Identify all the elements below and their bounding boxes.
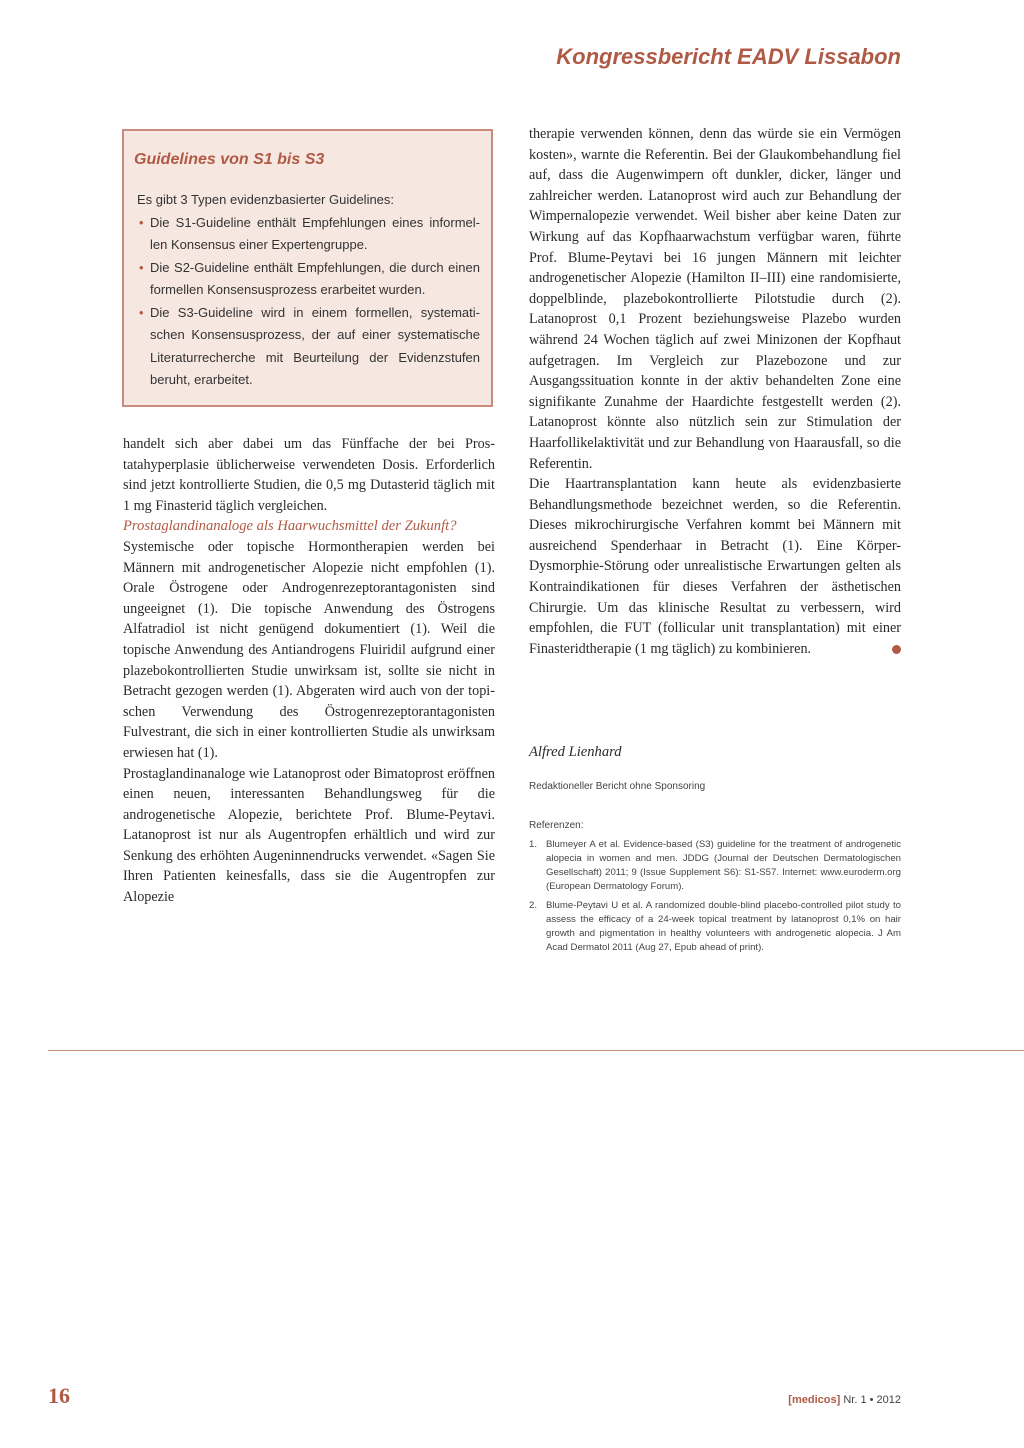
footer-divider [48, 1050, 1024, 1051]
bullet-icon: • [139, 304, 144, 320]
infobox-list-item: • Die S2-Guideline enthält Empfehlungen, die durch einen formellen Konsensusprozess erarbeitet wurden. [137, 257, 480, 302]
body-paragraph: handelt sich aber dabei um das Fünffache der bei Prostatahyperplasie üblicherweise verwendeten Dosis. Erforderlich sind jetzt kontrollierte Studien, die 0,5 mg Dutasterid täglich mit 1 mg Finasterid täglich vergleichen. [123, 436, 495, 514]
footer-publication [788, 1394, 901, 1406]
body-paragraph-last: Die Haartransplantation kann heute als evidenzbasierte Behandlungsmethode bezeichnet werden, so die Referentin. Dieses mikrochirurgische Verfahren kommt bei Männern mit ausreichend Spenderhaar in Betracht (1). Eine Körper-Dysmorphie-Störung oder unrealistische Erwartungen gelten als Kontraindikationen für dieses Verfahren der ästhetischen Chirurgie. Um das klinische Resultat zu verbessern, wird empfohlen, die FUT (follicular unit transplantation) mit einer Finasteridtherapie (1 mg täglich) zu kombinieren. [529, 476, 901, 657]
sponsoring-note: Redaktioneller Bericht ohne Sponsoring [529, 781, 706, 792]
body-paragraph: Systemische oder topische Hormontherapien werden bei Männern mit androgenetischer Alopezie nicht empfohlen (1). Orale Östrogene oder Androgenrezeptorantagonisten sind ungeeignet (1). Die topische Anwendung des Östrogens Alfatradiol ist nicht genügend dokumentiert (1). Weil die topische Anwendung des Antiandrogens Fluiridil aufgrund einer plazebokontrollierten Studie unwirksam ist, sollte sie nicht in Betracht gezogen werden (1). Abgeraten wird auch von der topischen Verwendung des Östrogenrezeptorantagonisten Fulvestrant, die sich in einer kontrollierten Studie als unwirksam erwiesen hat (1). [123, 538, 495, 761]
infobox-title: Guidelines von S1 bis S3 [134, 151, 325, 168]
references-label: Referenzen: [529, 820, 584, 831]
reference-number: 2. [529, 900, 538, 911]
left-column [123, 434, 495, 908]
author-name: Alfred Lienhard [529, 744, 622, 760]
issue-info: Nr. 1 • 2012 [843, 1394, 901, 1406]
page-number: 16 [48, 1383, 70, 1408]
end-of-article-dot-icon [892, 645, 901, 654]
infobox-body [137, 189, 480, 392]
reference-number: 1. [529, 839, 538, 850]
bullet-icon: • [139, 259, 144, 275]
infobox-list-item: • Die S1-Guideline enthält Empfehlungen eines informellen Konsensus einer Expertengruppe. [137, 212, 480, 257]
reference-text: Blume-Peytavi U et al. A randomized double-blind placebo-controlled pilot study to assess the efficacy of a 24-week topical treatment by latanoprost 0,1% on hair growth and pigmentation in healthy volunteers with androgenetic alopecia. J Am Acad Dermatol 2011 (Aug 27, Epub ahead of print). [546, 900, 901, 953]
infobox-list [137, 212, 480, 392]
bullet-icon: • [139, 214, 144, 230]
reference-item [529, 899, 901, 955]
guidelines-infobox [122, 129, 493, 407]
section-subheading: Prostaglandinanaloge als Haarwuchsmittel der Zukunft? [123, 518, 457, 535]
body-paragraph: therapie verwenden können, denn das würde sie ein Vermögen kosten», warnte die Referentin. Bei der Glaukombehandlung fiel auf, dass die Augenwimpern oft dunkler, dicker, länger und zahlreicher werden. Latanoprost wird auch zur Behandlung der Wimpernalopezie verwendet. Weil bisher aber keine Daten zur Wirkung auf das Kopfhaarwachstum verfügbar waren, führte Prof. Blume-Peytavi bei 16 jungen Männern mit leichter androgenetischer Alopezie (Hamilton II–III) eine randomisierte, doppelblinde, plazebokontrollierte Pilotstudie durch (2). Latanoprost 0,1 Prozent beziehungsweise Plazebo wurden während 24 Wochen täglich auf zwei Minizonen der Kopfhaut aufgetragen. Im Vergleich zur Plazebozone und zur Ausgangssituation konnte in der aktiv behandelten Zone eine signifikante Zunahme der Haardichte festgestellt werden (2). Latanoprost könnte also nützlich sein zur Stimulation der Haarfollikelaktivität und zur Behandlung von Haarausfall, so die Referentin. [529, 126, 901, 472]
publication-brand: [medicos] [788, 1394, 841, 1406]
body-paragraph: Prostaglandinanaloge wie Latanoprost oder Bimatoprost eröffnen einen neuen, interessanten Behandlungsweg für die androgenetische Alopezie, berichtete Prof. Blume-Peytavi. Latanoprost ist nur als Augentropfen erhältlich und wird zur Senkung des erhöhten Augeninnendrucks verwendet. «Sagen Sie Ihren Patienten keinesfalls, dass sie die Augentropfen zur Alopezie [123, 765, 495, 906]
infobox-list-item: • Die S3-Guideline wird in einem formellen, systematischen Konsensusprozess, der auf einer systematische Literaturrecherche mit Beurteilung der Evidenzstufen beruht, erarbeitet. [137, 302, 480, 392]
right-column [529, 124, 901, 659]
references-list [529, 838, 901, 960]
running-header-title: Kongressbericht EADV Lissabon [556, 44, 901, 69]
reference-item [529, 838, 901, 894]
reference-text: Blumeyer A et al. Evidence-based (S3) guideline for the treatment of androgenetic alopecia in women and men. JDDG (Journal der Deutschen Dermatologischen Gesellschaft) 2011; 9 (Issue Supplement S6): S1-S57. Internet: www.euroderm.org (European Dermatology Forum). [546, 839, 901, 892]
infobox-intro: Es gibt 3 Typen evidenzbasierter Guidelines: [137, 192, 395, 207]
